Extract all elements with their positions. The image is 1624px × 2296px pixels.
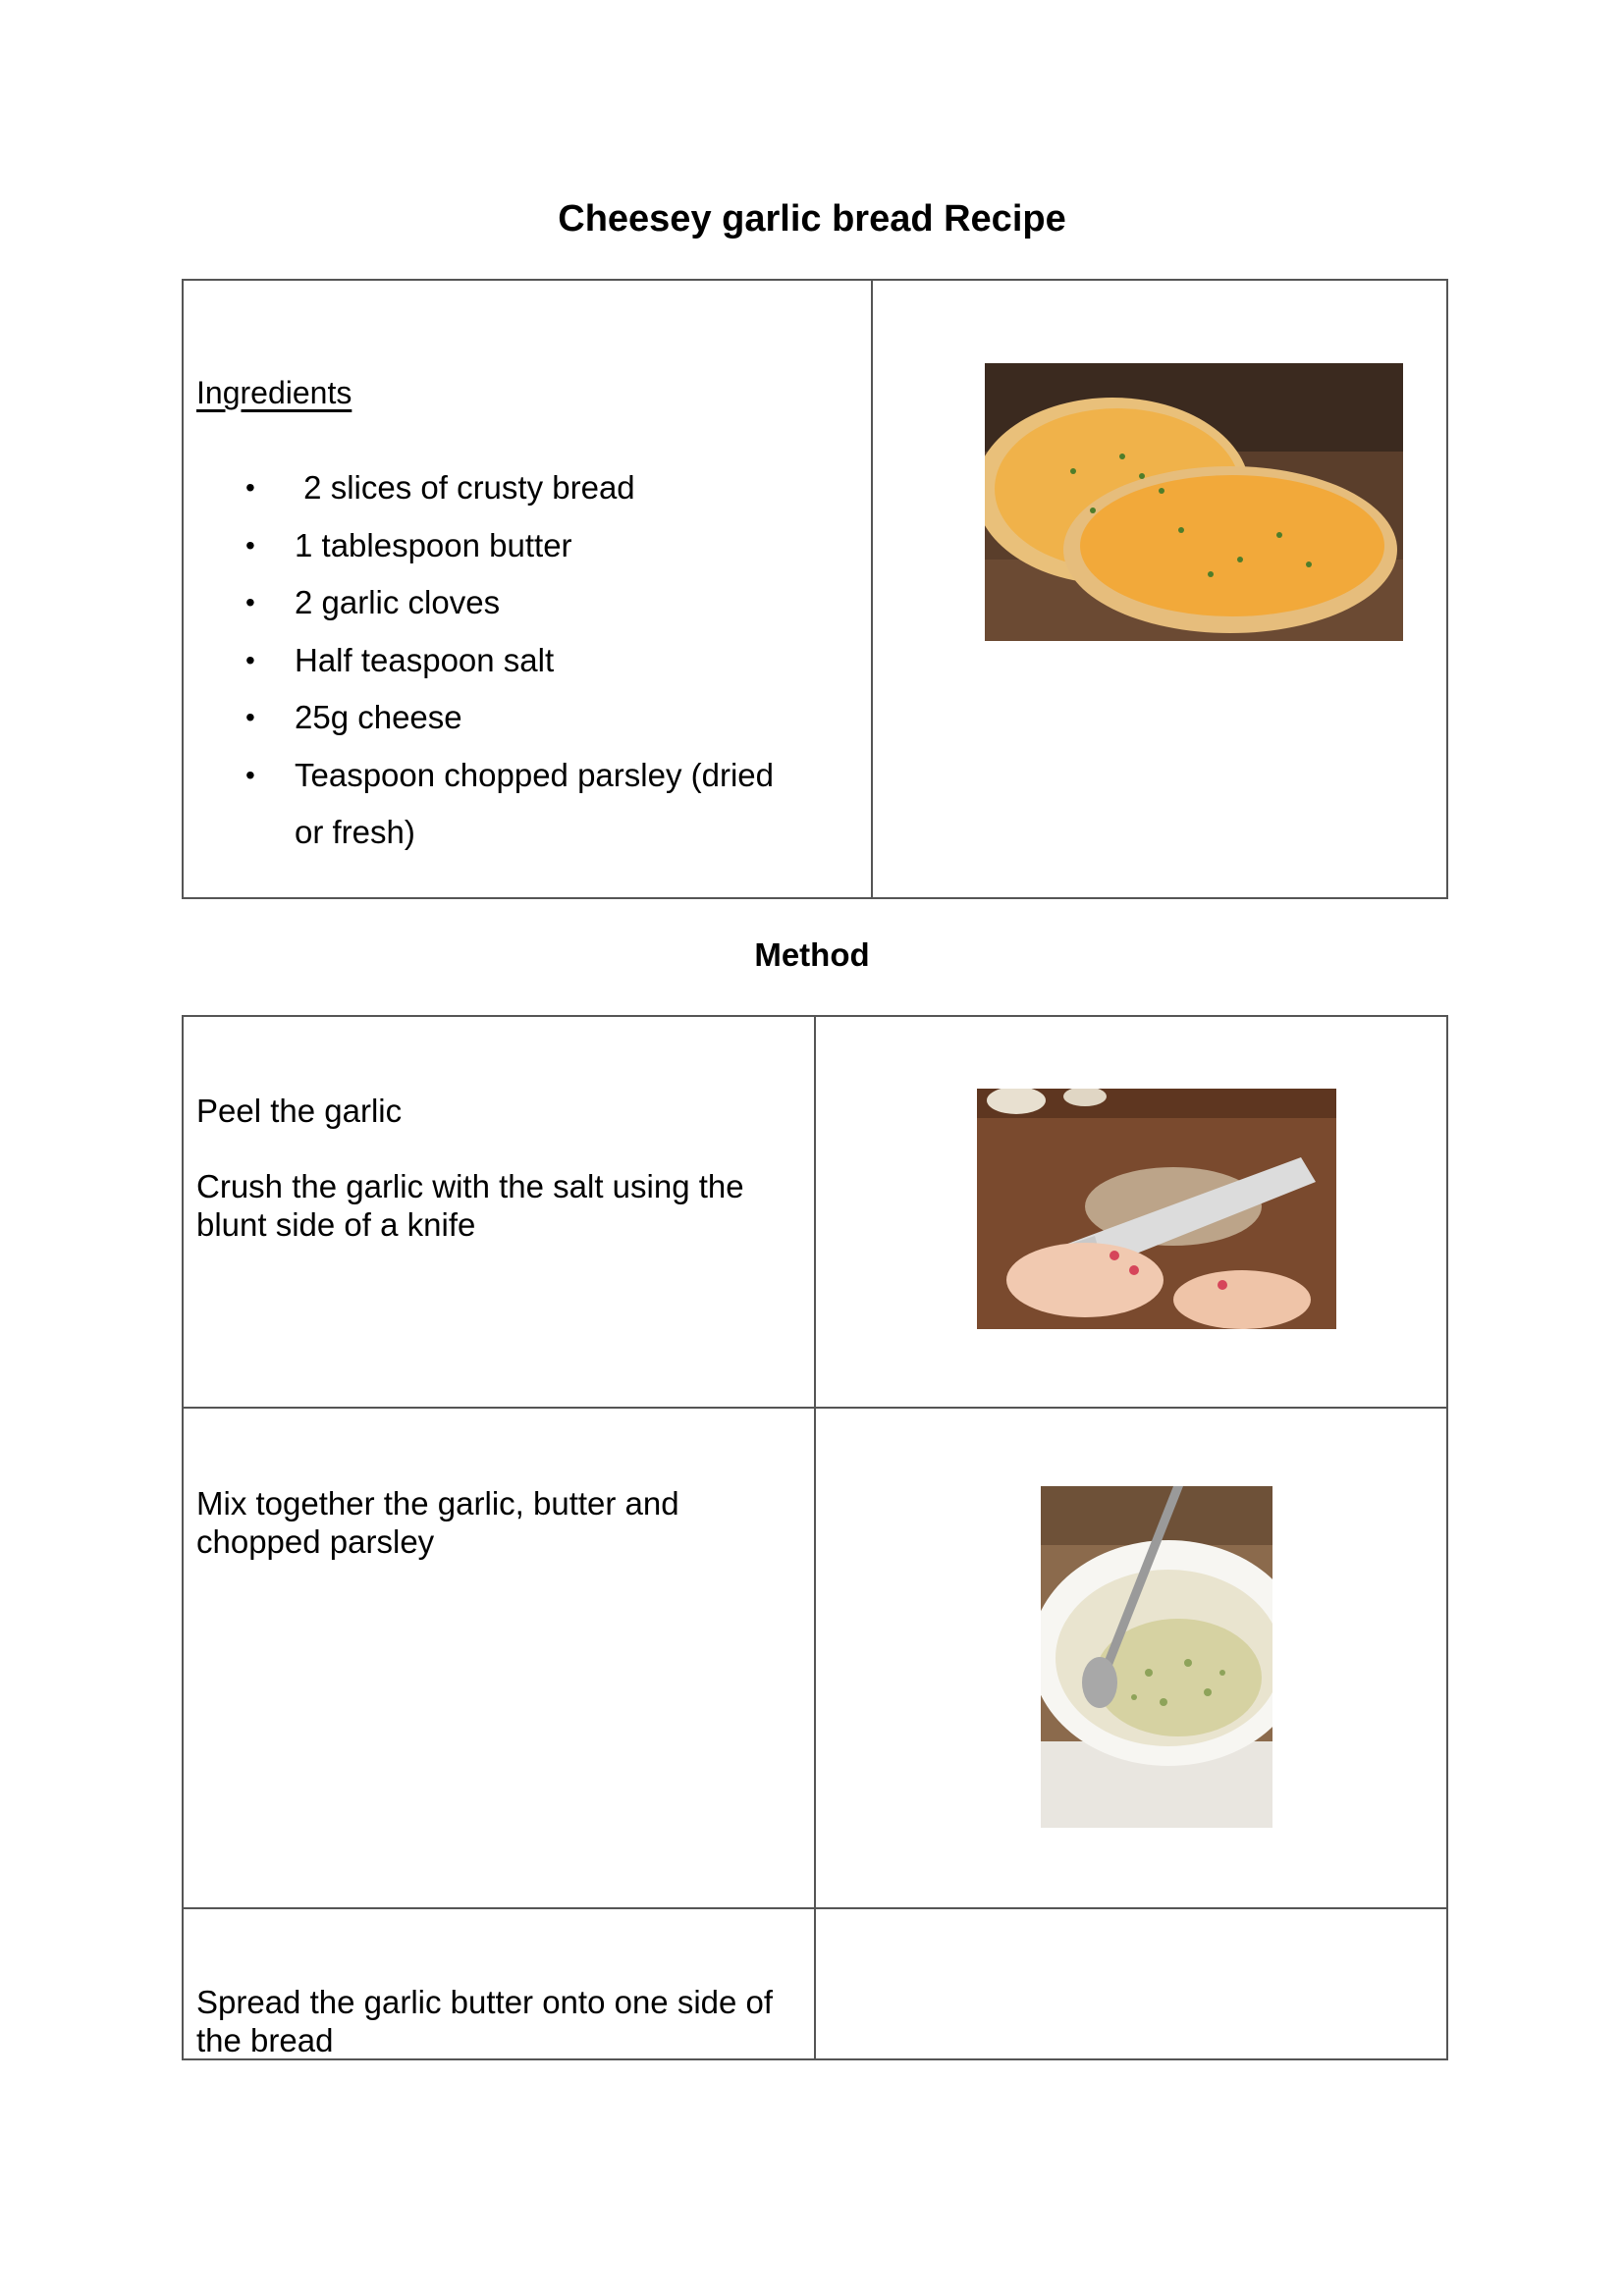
list-item [196, 459, 844, 517]
list-item [196, 574, 844, 632]
ingredients-table-divider [871, 279, 873, 899]
bullet-icon: • [245, 529, 255, 561]
method-step-2-text: Mix together the garlic, butter and chopped parsley [196, 1485, 679, 1560]
ingredient-text: Half teaspoon salt [295, 641, 555, 678]
list-item [196, 632, 844, 690]
ingredient-text: 1 tablespoon butter [295, 526, 572, 563]
ingredient-text: 25g cheese [295, 699, 462, 735]
garlic-butter-bowl-photo [1041, 1486, 1272, 1828]
method-step-1-text: Crush the garlic with the salt using the blunt side of a knife [196, 1168, 744, 1243]
garlic-bread-photo [985, 363, 1403, 641]
crushing-garlic-photo [977, 1089, 1336, 1329]
ingredient-text: 2 slices of crusty bread [295, 469, 635, 506]
list-item [196, 689, 844, 747]
bullet-icon: • [245, 702, 255, 732]
method-row-divider [182, 1907, 1448, 1909]
method-row-divider [182, 1407, 1448, 1409]
bullet-icon: • [245, 644, 255, 675]
bullet-icon: • [245, 587, 255, 617]
bullet-icon: • [245, 759, 255, 790]
ingredients-heading: Ingredients [196, 375, 352, 410]
method-step-3-text: Spread the garlic butter onto one side of the bread [196, 1984, 774, 2058]
ingredient-text: 2 garlic cloves [295, 584, 501, 620]
method-table-divider [814, 1015, 816, 2060]
ingredient-text: Teaspoon chopped parsley (dried or fresh) [295, 756, 774, 850]
page-title: Cheesey garlic bread Recipe [558, 198, 1066, 240]
method-step-1-text: Peel the garlic [196, 1093, 403, 1129]
bullet-icon: • [245, 472, 255, 503]
method-heading: Method [754, 936, 870, 973]
ingredients-list [196, 459, 844, 862]
list-item [196, 747, 844, 862]
list-item [196, 517, 844, 575]
